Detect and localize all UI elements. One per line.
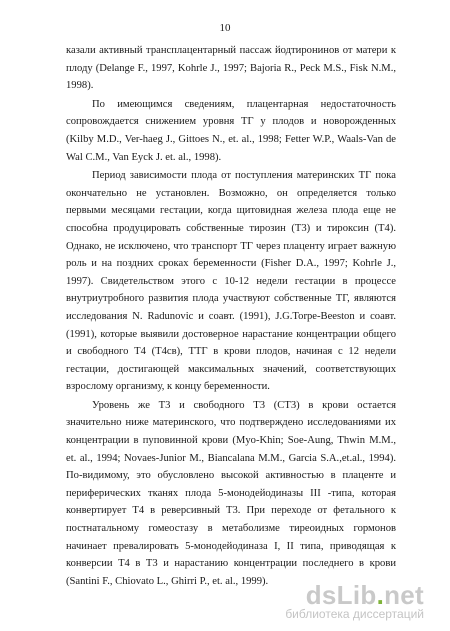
dslib-watermark: [285, 581, 424, 621]
paragraph-4: Уровень же Т3 и свободного Т3 (СТ3) в крови остается значительно ниже материнского, что подтверждено исследованиями их концентрации в пуповинной крови (Myo-Khin; Soe-Aung, Thwin M.M., et. al., 1994; Novaes-Junior M., Biancalana M.M., Garcia S.A.,et.al., 1994). По-видимому, это обусловлено высокой активностью в плаценте и периферических тканях плода 5-монодейодиназы III -типа, которая конвертирует Т4 в реверсивный Т3. При переходе от фетального к постнатальному гомеостазу в метаболизме тиреоидных гормонов начинает превалировать 5-монодейодиназа I, II типа, приводящая к конверсии Т4 в Т3 и нарастанию концентрации последнего в крови (Santini F., Chiovato L., Ghirri P., et. al., 1999).: [66, 399, 396, 587]
paragraph-3: Период зависимости плода от поступления материнских ТГ пока окончательно не установлен. Возможно, он определяется только первыми месяцами гестации, когда щитовидная железа плода еще не способна продуцировать собственные тирозин (Т3) и тироксин (Т4). Однако, не исключено, что транспорт ТГ через плаценту играет важную роль и на поздних сроках беременности (Fisher D.A., 1997; Kohrle J., 1997). Свидетельством этого с 10-12 недели гестации в процессе внутриутробного развития плода участвуют собственные ТГ, являются исследования N. Radunovic и соавт. (1991), J.G.Torpe-Beeston и соавт. (1991), которые выявили достоверное нарастание концентрации общего и свободного Т4 (Т4св), ТТГ в крови плодов, начиная с 12 недели гестации, достигающей максимальных значений, соответствующих взрослому организму, к концу беременности.: [66, 170, 396, 393]
paragraph-2: По имеющимся сведениям, плацентарная недостаточность сопровождается снижением уровня ТГ у плодов и новорожденных (Kilby M.D., Ver-haeg J., Gittoes N., et. al., 1998; Fetter W.P., Waals-Van de Wal C.M., Van Eyck J. et. al., 1998).: [66, 98, 396, 163]
page-number: 10: [219, 22, 231, 34]
logo-dot: .: [376, 580, 385, 610]
paragraph-1: казали активный трансплацентарный пассаж йодтиронинов от матери к плоду (Delange F., 1997, Kohrle J., 1997; Bajoria R., Peck M.S., Fisk N.M., 1998).: [66, 45, 396, 92]
watermark-subtitle: библиотека диссертаций: [285, 607, 424, 621]
document-body: [66, 42, 396, 590]
logo-main: dsLib: [305, 580, 377, 610]
logo-tld: net: [384, 580, 424, 610]
dslib-logo: [285, 581, 424, 609]
